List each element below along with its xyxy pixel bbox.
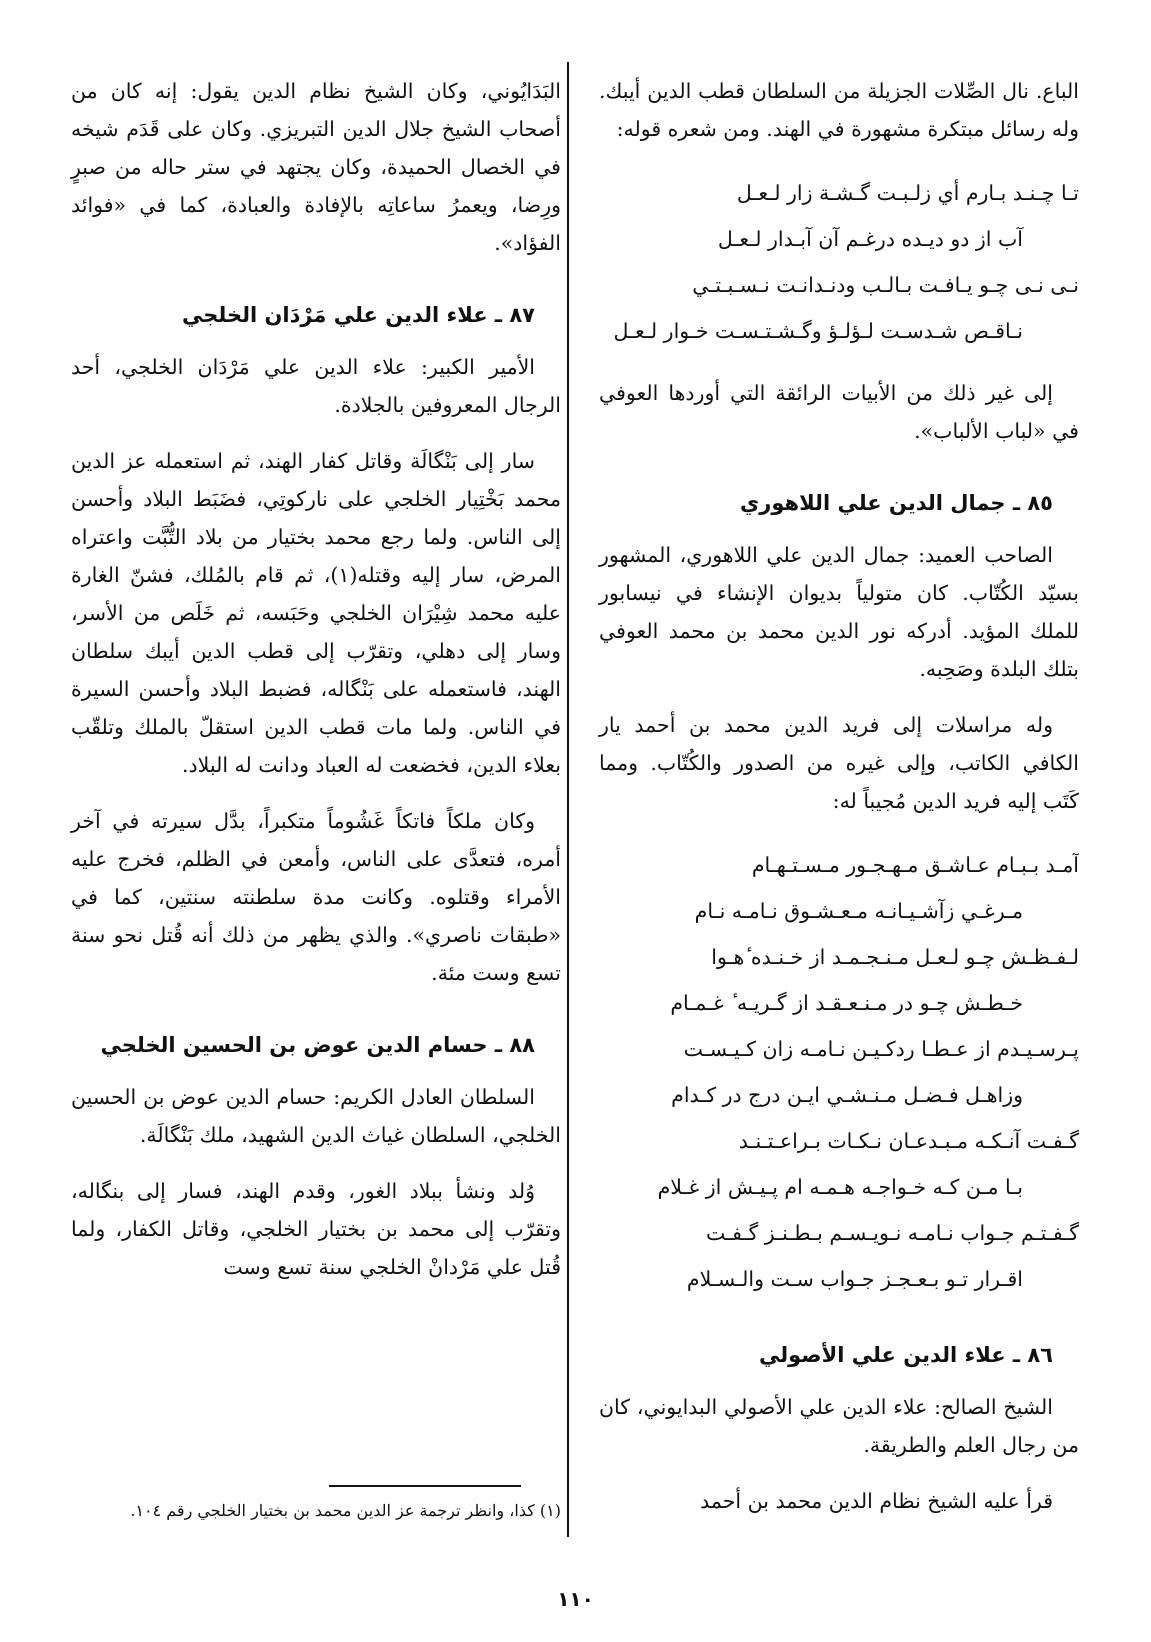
- paragraph: الشيخ الصالح: علاء الدين علي الأصولي البدايوني، كان من رجال العلم والطريقة.: [599, 1395, 1079, 1457]
- verse-line: نـى نـى چـو يـافـت بـالـب ودنـدانـت نـسـبـتـي: [692, 273, 1079, 297]
- verse-line: وزاهـل فـضـل مـنـشـي ايـن درج در كـدام: [671, 1083, 1023, 1107]
- verse-line: خـطـش چـو در مـنـعـقـد از گـريـه ٔ غـمـام: [670, 991, 1023, 1015]
- section-heading: ٨٦ ـ علاء الدين علي الأصولي: [759, 1343, 1053, 1367]
- paragraph: الأمير الكبير: علاء الدين علي مَرْدَان الخلجي، أحد الرجال المعروفين بالجلادة.: [71, 355, 561, 417]
- verse-line: نـاقـص شـدسـت لـؤلـؤ وگـشـتـسـت خـوار لـعـل: [613, 319, 1023, 343]
- paragraph: وكان ملكاً فاتكاً غَشُوماً متكبراً، بدَّل سيرته في آخر أمره، فتعدَّى على الناس، وأمعن في الظلم، فخرج عليه الأمراء وقتلوه. وكانت مدة سلطنته سنتين، كما في «طبقات ناصري». والذي يظهر من ذلك أنه قُتل نحو سنة تسع وست مئة.: [71, 809, 561, 985]
- verse-line: اقـرار تـو بـعـجـز جـواب سـت والـسـلام: [686, 1267, 1023, 1291]
- footnote: (١) كذا، وانظر ترجمة عز الدين محمد بن بختيار الخلجي رقم ١٠٤.: [130, 1501, 561, 1520]
- paragraph: سار إلى بَنْگالَة وقاتل كفار الهند، ثم استعمله عز الدين محمد بَخْتِيار الخلجي على ناركوتِي، فضَبَط البلاد وأحسن إلى الناس. ولما رجع محمد بختيار من بلاد التُّبَّت واعتراه المرض، سار إليه وقتله(١)، ثم قام بالمُلك، فشنّ الغارة عليه محمد شِيْرَان الخلجي وحَبَسه، ثم خَلَص من الأسر، وسار إلى دهلي، وتقرّب إلى قطب الدين أيبك سلطان الهند، فاستعمله على بَنْگاله، فضبط البلاد وأحسن السيرة في الناس. ولما مات قطب الدين استقلّ بالملك وتلقّب بعلاء الدين، فخضعت له العباد ودانت له البلاد.: [71, 449, 561, 777]
- footnote-divider: [329, 1485, 521, 1487]
- right-column: [599, 72, 1079, 1538]
- verse-line: گـفـتـم جـواب نـامـه نـويـسـم بـطـنـز گـفـت: [705, 1221, 1079, 1245]
- verse-line: بـا مـن كـه خـواجـه هـمـه ام پـيـش از غـلام: [657, 1175, 1023, 1199]
- verse-line: لـفـظـش چـو لـعـل مـنـجـمـد از خـنـده ٔهـوا: [711, 945, 1079, 969]
- left-column: [71, 72, 561, 1304]
- paragraph: البَدَايُوني، وكان الشيخ نظام الدين يقول: إنه كان من أصحاب الشيخ جلال الدين التبريزي. وكان على قَدَم شيخه في الخصال الحميدة، وكان يجتهد في ستر حاله من صبرٍ ورِضا، ويعمرُ ساعاتِه بالإفادة والعبادة، كما في «فوائد الفؤاد».: [71, 79, 561, 255]
- verse-line: مـرغـي زآشـيـانـه مـعـشـوق نـامـه نـام: [694, 899, 1023, 923]
- verse-line: تـا چـنـد بـارم أي زلـبـت گـشـة زار لـعـل: [736, 181, 1079, 205]
- paragraph: السلطان العادل الكريم: حسام الدين عوض بن الحسين الخلجي، السلطان غياث الدين الشهيد، ملك بَنْگالَة.: [71, 1085, 561, 1147]
- column-divider: [567, 62, 569, 1537]
- section-heading: ٨٥ ـ جمال الدين علي اللاهوري: [740, 491, 1053, 515]
- paragraph: الصاحب العميد: جمال الدين علي اللاهوري، المشهور بسيّد الكُتّاب. كان متولياً بديوان الإنشاء في نيسابور للملك المؤيد. أدركه نور الدين محمد بن محمد العوفي بتلك البلدة وصَحِبه.: [599, 543, 1079, 681]
- verse-line: آب از دو ديـده درغـم آن آبـدار لـعـل: [717, 227, 1023, 251]
- page-number: ١١٠: [557, 1587, 594, 1611]
- paragraph: قرأ عليه الشيخ نظام الدين محمد بن أحمد: [700, 1489, 1053, 1513]
- paragraph: وُلد ونشأ ببلاد الغور، وقدم الهند، فسار إلى بنگاله، وتقرّب إلى محمد بن بختيار الخلجي، وقاتل الكفار، ولما قُتل علي مَرْدانْ الخلجي سنة تسع وست: [71, 1179, 561, 1279]
- verse-line: پـرسـيـدم از عـطـا ردكـيـن نـامـه زان كـيـسـت: [683, 1037, 1079, 1061]
- paragraph: إلى غير ذلك من الأبيات الرائقة التي أوردها العوفي في «لباب الألباب».: [599, 381, 1079, 443]
- verse-line: گـفـت آنـكـه مـبـدعـان نـكـات بـراعـتـنـد: [738, 1129, 1079, 1153]
- paragraph: الباع. نال الصِّلات الجزيلة من السلطان قطب الدين أيبك. وله رسائل مبتكرة مشهورة في الهند. ومن شعره قوله:: [599, 79, 1079, 141]
- persian-poem: [599, 842, 1079, 1302]
- paragraph: وله مراسلات إلى فريد الدين محمد بن أحمد يار الكافي الكاتب، وإلى غيره من الصدور والكُتّاب. ومما كَتَب إليه فريد الدين مُجيباً له:: [599, 713, 1079, 813]
- verse-line: آمـد بـبـام عـاشـق مـهـجـور مـسـتـهـام: [751, 853, 1079, 877]
- section-heading: ٨٨ ـ حسام الدين عوض بن الحسين الخلجي: [100, 1033, 535, 1057]
- persian-poem: [599, 170, 1079, 354]
- section-heading: ٨٧ ـ علاء الدين علي مَرْدَان الخلجي: [181, 303, 535, 327]
